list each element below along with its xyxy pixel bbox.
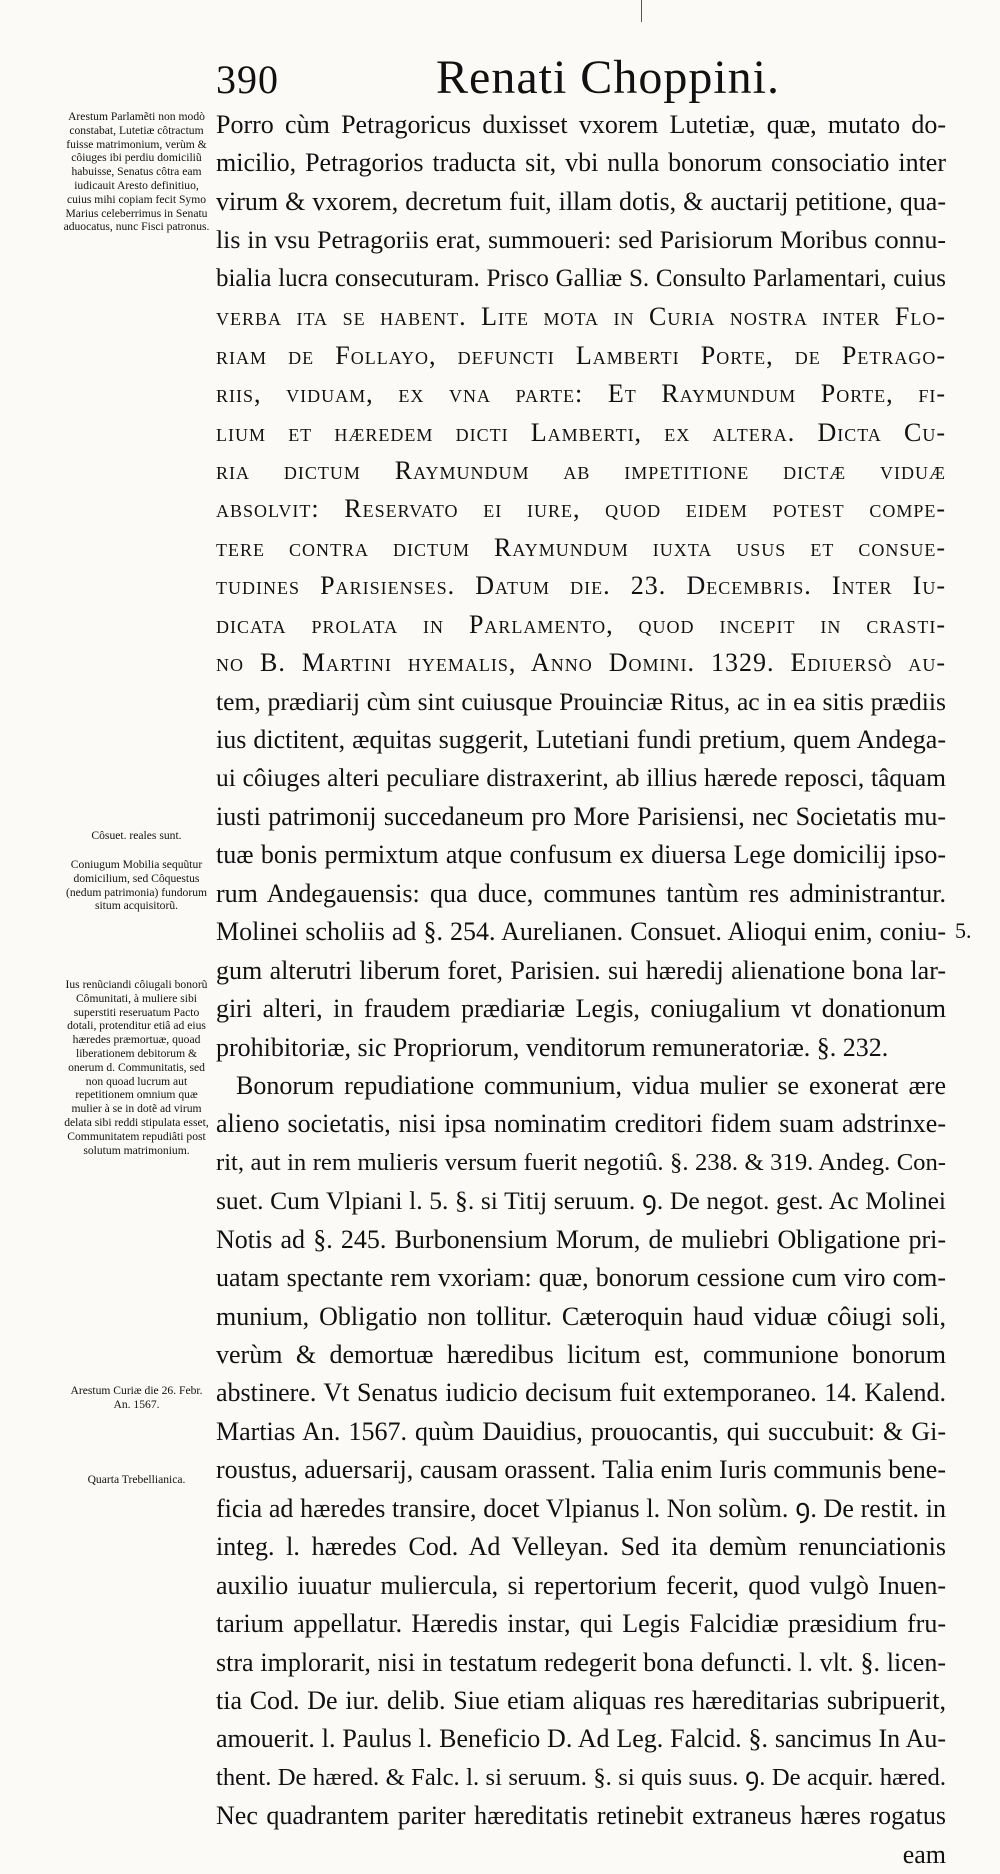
text-line: lium et hæredem dicti Lamberti, ex altera. Dicta Cu- bbox=[216, 417, 946, 447]
text-line: amouerit. l. Paulus l. Beneficio D. Ad Leg. Falcid. §. sancimus In Au- bbox=[216, 1724, 946, 1754]
text-line: tere contra dictum Raymundum iuxta usus et consue- bbox=[216, 532, 946, 562]
paragraph-number: 5. bbox=[955, 918, 972, 943]
text-line: rit, aut in rem mulieris versum fuerit negotiû. §. 238. & 319. Andeg. Con- bbox=[216, 1148, 946, 1176]
text-line: bialia lucra consecuturam. Prisco Galliæ S. Consulto Parlamentari, cuius bbox=[216, 264, 946, 292]
text-line: verba ita se habent. Lite mota in Curia nostra inter Flo- bbox=[216, 302, 946, 332]
text-line: absolvit: Reservato ei iure, quod eidem potest compe- bbox=[216, 494, 946, 524]
scan-mark bbox=[641, 0, 642, 22]
text-line: no B. Martini hyemalis, Anno Domini. 1329. Ediuersò au- bbox=[216, 648, 946, 678]
text-line: integ. l. hæredes Cod. Ad Velleyan. Sed ita demùm renunciationis bbox=[216, 1532, 946, 1562]
page-number: 390 bbox=[216, 57, 279, 102]
text-line: tudines Parisienses. Datum die. 23. Decembris. Inter Iu- bbox=[216, 571, 946, 601]
text-line: rum Andegauensis: qua duce, communes tantùm res administrantur. bbox=[216, 878, 946, 908]
text-line: munium, Obligatio non tollitur. Cæteroquin haud viduæ côiugi soli, bbox=[216, 1301, 946, 1331]
text-line: dicata prolata in Parlamento, quod incepit in crasti- bbox=[216, 609, 946, 639]
text-line: prohibitoriæ, sic Propriorum, venditorum remuneratoriæ. §. 232. bbox=[216, 1032, 889, 1062]
text-line: ius dictitent, æquitas suggerit, Lutetiani fundi pretium, quem Andega- bbox=[216, 725, 946, 754]
body-text bbox=[216, 106, 946, 1874]
text-line: lis in vsu Petragoriis erat, summoueri: sed Parisiorum Moribus connu- bbox=[216, 225, 946, 255]
text-line: auxilio iuuatur muliercula, si repertorium fecerit, quod vulgò Inuen- bbox=[216, 1570, 946, 1600]
text-line: giri alteri, in fraudem prædiariæ Legis, coniugalium vt donationum bbox=[216, 994, 946, 1024]
text-line: gum alterutri liberum foret, Parisien. sui hæredij alienatione bona lar- bbox=[216, 955, 946, 985]
text-line: riis, viduam, ex vna parte: Et Raymundum Porte, fi- bbox=[216, 379, 946, 409]
text-line: Bonorum repudiatione communium, vidua mulier se exonerat ære bbox=[236, 1070, 946, 1100]
margin-note: Arestum Parlamẽti non modò constabat, Lutetiæ côtractum fuisse matrimonium, verùm & côiuges ibi perdiu domiciliũ habuisse, Senatus côtra eam iudicauit Aresto definitiuo, cuius mihi copiam fecit Symo Marius celeberrimus in Senatu aduocatus, nunc Fisci patronus. bbox=[63, 110, 210, 234]
text-line: thent. De hæred. & Falc. l. si seruum. §. si quis suus. ꝯ. De acquir. hæred. bbox=[216, 1763, 946, 1791]
margin-note: Côsuet. reales sunt. bbox=[91, 829, 182, 842]
text-line: Martias An. 1567. quùm Dauidius, prouocantis, qui succubuit: & Gi- bbox=[216, 1416, 946, 1446]
running-title: Renati Choppini. bbox=[436, 51, 780, 104]
text-line: ficia ad hæredes transire, docet Vlpianus l. Non solùm. ꝯ. De restit. in bbox=[216, 1493, 946, 1523]
margin-note: Coniugum Mobilia sequũtur domicilium, sed Côquestus (nedum patrimonia) fundorum situm acquisitorũ. bbox=[65, 858, 208, 913]
margin-note: Arestum Curiæ die 26. Febr. An. 1567. bbox=[70, 1384, 203, 1411]
text-line: virum & vxorem, decretum fuit, illam dotis, & auctarij petitione, qua- bbox=[216, 186, 946, 216]
text-line: ui côiuges alteri peculiare distraxerint, ab illius hærede reposci, tâquam bbox=[216, 763, 946, 793]
text-line: uatam spectante rem vxoriam: quæ, bonorum cessione cum viro com- bbox=[216, 1263, 946, 1293]
text-line: abstinere. Vt Senatus iudicio decisum fuit extemporaneo. 14. Kalend. bbox=[216, 1378, 946, 1408]
text-line: roustus, aduersarij, causam orassent. Talia enim Iuris communis bene- bbox=[216, 1455, 946, 1485]
text-line: tarium appellatur. Hæredis instar, qui Legis Falcidiæ præsidium fru- bbox=[216, 1609, 946, 1639]
text-line: verùm & demortuæ hæredibus licitum est, communione bonorum bbox=[216, 1340, 946, 1369]
margin-note: Ius renũciandi côiugali bonorũ Cômunitati, à muliere sibi superstiti reseruatum Pacto dotali, protenditur etiâ ad eius hæredes præmortuæ, quoad liberationem debitorum & onerum d. Communitatis, sed non quoad lucrum aut repetitionem omnium quæ mulier à se in dotẽ ad virum delata sibi reddi stipulata esset, Communitatem repudiâti post solutum matrimonium. bbox=[64, 978, 209, 1157]
text-line: alieno societatis, nisi ipsa nominatim creditori fidem suam adstrinxe- bbox=[216, 1109, 946, 1139]
margin-note: Quarta Trebellianica. bbox=[87, 1473, 186, 1486]
text-line: iusti patrimonij succedaneum pro More Parisiensi, nec Societatis mu- bbox=[216, 801, 946, 831]
text-line: suet. Cum Vlpiani l. 5. §. si Titij seruum. ꝯ. De negot. gest. Ac Molinei bbox=[216, 1186, 946, 1216]
catchword: eam bbox=[902, 1839, 946, 1869]
text-line: stra implorarit, nisi in testatum redegerit bona defuncti. l. vlt. §. licen- bbox=[216, 1647, 946, 1677]
text-line: micilio, Petragorios traducta sit, vbi nulla bonorum consociatio inter bbox=[216, 148, 946, 178]
text-line: Nec quadrantem pariter hæreditatis retinebit extraneus hæres rogatus bbox=[216, 1801, 946, 1831]
text-line: tem, prædiarij cùm sint cuiusque Prouinciæ Ritus, ac in ea sitis prædiis bbox=[216, 686, 946, 716]
text-line: Porro cùm Petragoricus duxisset vxorem Lutetiæ, quæ, mutato do- bbox=[216, 110, 946, 139]
text-line: ria dictum Raymundum ab impetitione dictæ viduæ bbox=[216, 455, 946, 485]
text-line: tia Cod. De iur. delib. Siue etiam aliquas res hæreditarias subripuerit, bbox=[216, 1685, 946, 1715]
text-line: riam de Follayo, defuncti Lamberti Porte, de Petrago- bbox=[216, 340, 946, 370]
text-line: tuæ bonis permixtum atque confusum ex diuersa Lege domicilij ipso- bbox=[216, 840, 946, 870]
text-line: Molinei scholiis ad §. 254. Aurelianen. Consuet. Alioqui enim, coniu- bbox=[216, 917, 946, 947]
text-line: Notis ad §. 245. Burbonensium Morum, de muliebri Obligatione pri- bbox=[216, 1224, 946, 1254]
